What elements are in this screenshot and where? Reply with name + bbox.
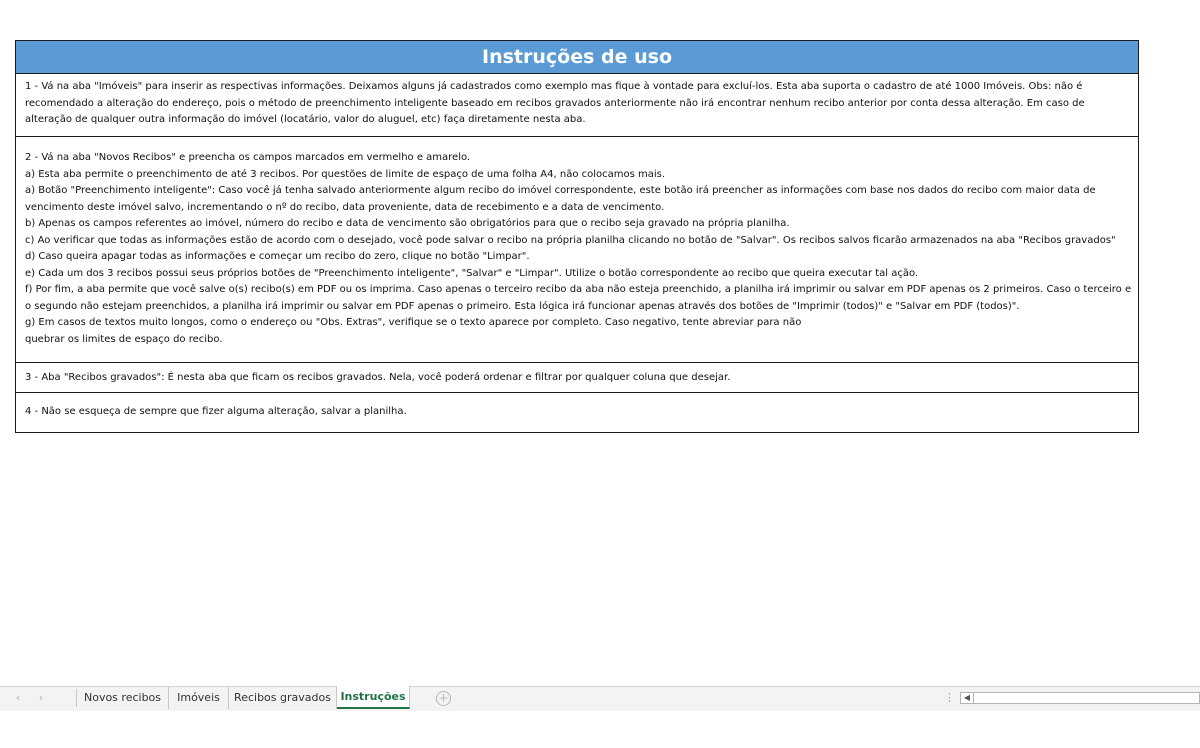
instruction-line: 1 - Vá na aba "Imóveis" para inserir as respectivas informações. Deixamos alguns já cadastrados como exemplo mas fique à vontade para excluí-los. Esta aba suporta o cadastro de até 1000 Imóveis. Obs: não é bbox=[25, 81, 1083, 92]
instruction-line: e) Cada um dos 3 recibos possui seus próprios botões de "Preenchimento inteligente", "Salvar" e "Limpar". Utilize o botão correspondente ao recibo que queira executar tal ação. bbox=[25, 267, 919, 279]
instructions-title: Instruções de uso bbox=[16, 41, 1138, 74]
instruction-line: 2 - Vá na aba "Novos Recibos" e preencha os campos marcados em vermelho e amarelo. bbox=[25, 152, 471, 163]
instruction-line: alteração de qualquer outra informação do imóvel (locatário, valor do aluguel, etc) faça diretamente nesta aba. bbox=[25, 114, 586, 125]
instruction-line: g) Em casos de textos muito longos, como o endereço ou "Obs. Extras", verifique se o texto aparece por completo. Caso negativo, tente abreviar para não bbox=[25, 317, 802, 328]
instructions-box bbox=[15, 40, 1139, 433]
chevron-right-icon[interactable]: › bbox=[38, 691, 44, 704]
instruction-section-4 bbox=[16, 393, 1138, 432]
instruction-line: d) Caso queira apagar todas as informações e começar um recibo do zero, clique no botão "Limpar". bbox=[25, 251, 530, 262]
chevron-left-icon[interactable]: ‹ bbox=[15, 691, 21, 704]
instruction-line: recomendado a alteração do endereço, pois o método de preenchimento inteligente baseado em recibos gravados anteriormente não irá encontrar nenhum recibo anterior por conta dessa alteração. Em caso de bbox=[25, 97, 1085, 109]
instruction-line: f) Por fim, a aba permite que você salve o(s) recibo(s) em PDF ou os imprima. Caso apenas o terceiro recibo da aba não esteja preenchido, a planilha irá imprimir ou salvar em PDF apenas os 2 primeiros. Caso o terceiro e bbox=[25, 284, 1132, 295]
instruction-section-2 bbox=[16, 137, 1138, 363]
instruction-section-1 bbox=[16, 74, 1138, 137]
instruction-line: a) Botão "Preenchimento inteligente": Caso você já tenha salvado anteriormente algum recibo do imóvel correspondente, este botão irá preencher as informações com base nos dados do recibo com maior data de bbox=[25, 185, 1096, 196]
instruction-line: a) Esta aba permite o preenchimento de até 3 recibos. Por questões de limite de espaço de uma folha A4, não colocamos mais. bbox=[25, 168, 666, 180]
tab-instrucoes[interactable]: Instruções bbox=[337, 686, 410, 709]
plus-circle-icon[interactable]: + bbox=[436, 691, 451, 706]
tab-novos-recibos[interactable]: Novos recibos bbox=[77, 687, 169, 709]
tab-recibos-gravados[interactable]: Recibos gravados bbox=[229, 687, 337, 709]
caret-left-icon[interactable]: ◀ bbox=[961, 693, 974, 703]
instruction-line: vencimento deste imóvel salvo, incrementando o nº do recibo, data proveniente, data de recebimento e a data de vencimento. bbox=[25, 201, 665, 213]
instruction-line: o segundo não estejam preenchidos, a planilha irá imprimir ou salvar em PDF apenas o primeiro. Esta lógica irá funcionar apenas através dos botões de "Imprimir (todos)" e "Salvar em PDF (todos)". bbox=[25, 300, 1020, 312]
instruction-line: quebrar os limites de espaço do recibo. bbox=[25, 333, 223, 345]
tab-imoveis[interactable]: Imóveis bbox=[169, 687, 229, 709]
instruction-line: 4 - Não se esqueça de sempre que fizer alguma alteração, salvar a planilha. bbox=[25, 406, 407, 417]
instruction-section-3 bbox=[16, 363, 1138, 393]
instruction-line: 3 - Aba "Recibos gravados": É nesta aba que ficam os recibos gravados. Nela, você poderá ordenar e filtrar por qualquer coluna que desejar. bbox=[25, 372, 731, 383]
more-options-icon[interactable]: ⋮ bbox=[944, 691, 955, 704]
status-area bbox=[0, 711, 1200, 748]
sheet-tab-bar bbox=[0, 686, 1200, 711]
horizontal-scrollbar[interactable] bbox=[960, 692, 1200, 704]
instruction-line: b) Apenas os campos referentes ao imóvel, número do recibo e data de vencimento são obrigatórios para que o recibo seja gravado na própria planilha. bbox=[25, 218, 790, 229]
instruction-line: c) Ao verificar que todas as informações estão de acordo com o desejado, você pode salvar o recibo na própria planilha clicando no botão de "Salvar". Os recibos salvos ficarão armazenados na aba "Recibos gravados" bbox=[25, 234, 1116, 246]
